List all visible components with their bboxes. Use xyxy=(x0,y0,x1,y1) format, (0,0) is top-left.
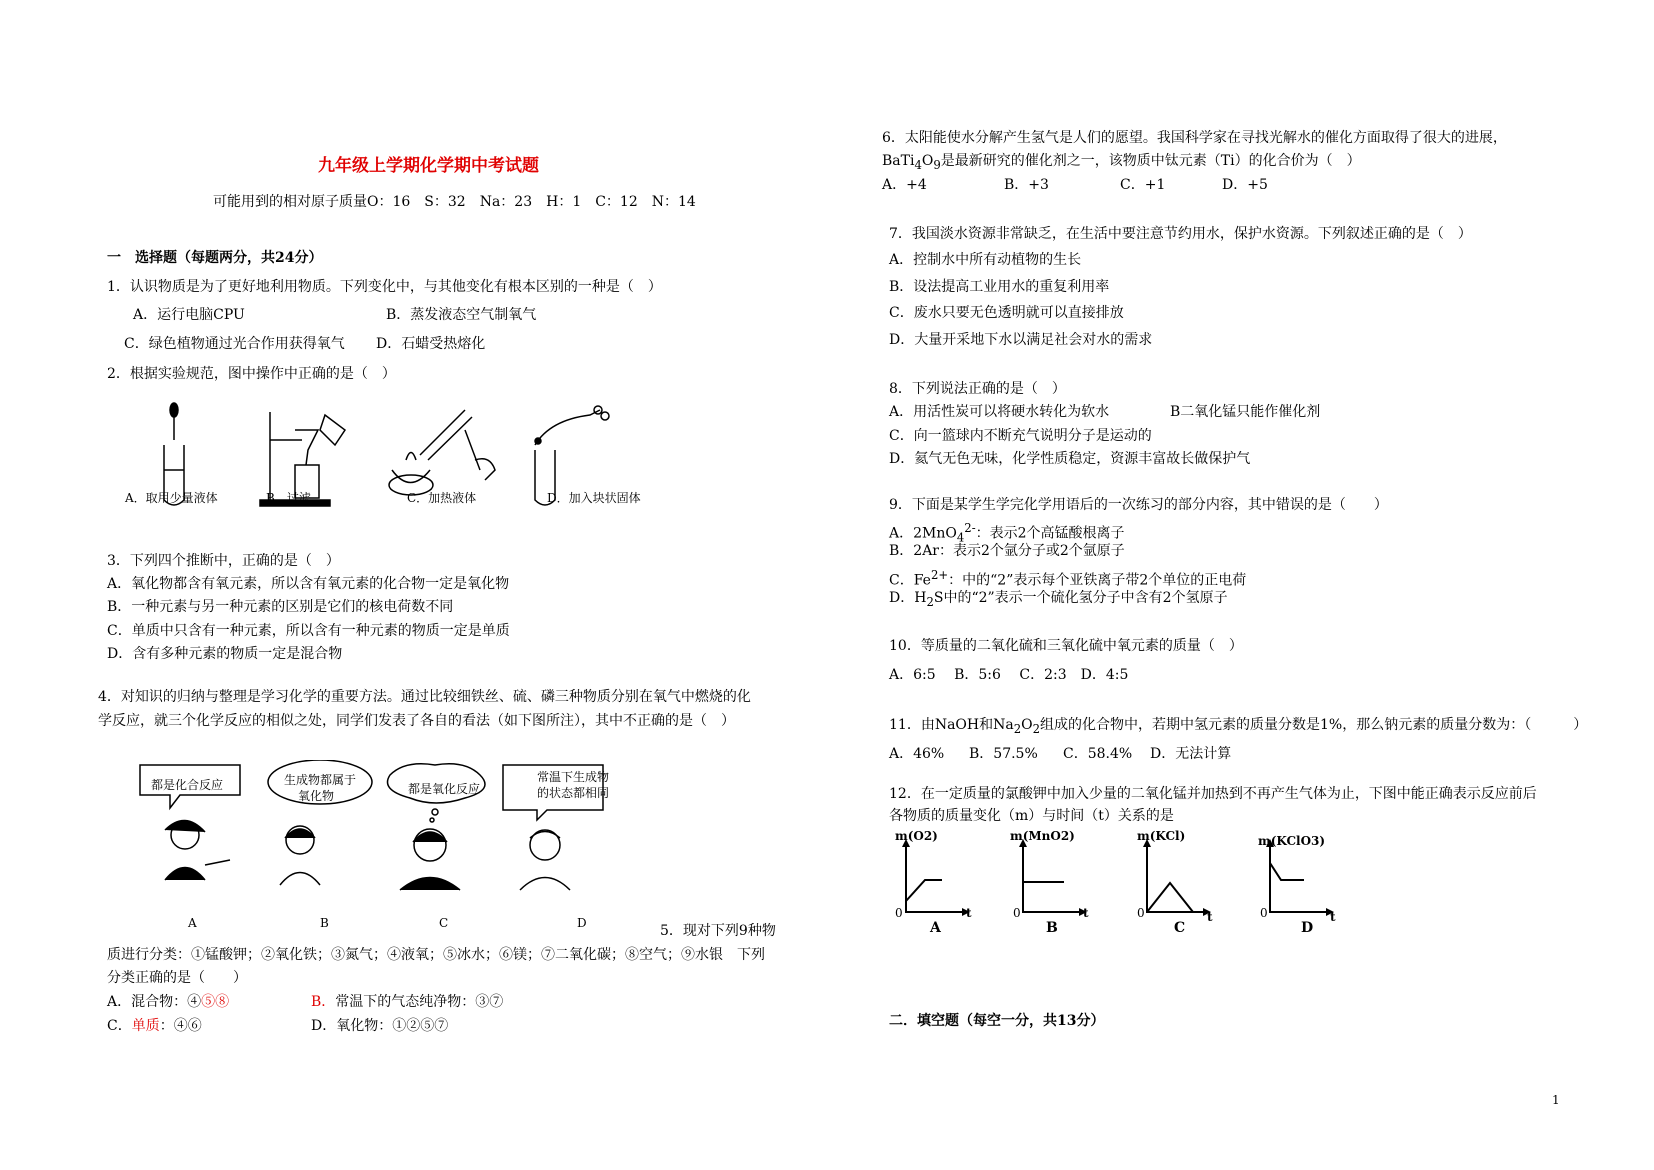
q7-option-c: C．废水只要无色透明就可以直接排放 xyxy=(889,305,1124,321)
q1-option-b: B．蒸发液态空气制氧气 xyxy=(386,307,537,323)
q2-caption-a: A．取用少量液体 xyxy=(125,491,218,505)
q3-stem: 3．下列四个推断中，正确的是（ ） xyxy=(107,553,340,569)
q9-option-d xyxy=(889,589,1228,611)
q11-option-a: A．46% xyxy=(889,746,945,762)
q2-stem: 2．根据实验规范，图中操作中正确的是（ ） xyxy=(107,366,396,382)
graph-a-axes xyxy=(906,845,964,912)
graph-b-label: B xyxy=(1046,920,1058,936)
q4-bubble-b-text-1: 生成物都属于 xyxy=(284,773,357,787)
q7-stem: 7．我国淡水资源非常缺乏，在生活中要注意节约用水，保护水资源。下列叙述正确的是（ ） xyxy=(889,226,1472,242)
q11-option-c: C．58.4% xyxy=(1063,746,1133,762)
q9-a-sup: 2- xyxy=(964,521,976,535)
q11-sub2: 2 xyxy=(1032,721,1041,736)
q5-option-a xyxy=(107,993,229,1011)
q4-bubble-a-text: 都是化合反应 xyxy=(151,778,224,792)
graph-b-axes xyxy=(1023,845,1081,912)
q9-a-pre: A．2MnO xyxy=(889,525,957,542)
q4-label-c: C xyxy=(439,916,449,930)
q11-option-d: D．无法计算 xyxy=(1150,746,1232,762)
graph-d-y-label: m(KClO3) xyxy=(1258,834,1326,848)
q7-option-b: B．设法提高工业用水的重复利用率 xyxy=(889,279,1110,295)
q6-stem-line1: 6．太阳能使水分解产生氢气是人们的愿望。我国科学家在寻找光解水的催化方面取得了很大的进展， xyxy=(882,130,1507,146)
q4-label-d: D xyxy=(577,916,587,930)
q5-option-d: D．氧化物：①②⑤⑦ xyxy=(311,1018,449,1034)
q7-option-d: D．大量开采地下水以满足社会对水的需求 xyxy=(889,332,1153,348)
q4-bubble-d-text-1: 常温下生成物 xyxy=(537,770,610,784)
q8-option-a: A．用活性炭可以将硬水转化为软水 xyxy=(889,404,1110,420)
q3-option-c: C．单质中只含有一种元素，所以含有一种元素的物质一定是单质 xyxy=(107,623,510,639)
q5-option-c-label: C． xyxy=(107,1018,132,1034)
q6-option-c: C．+1 xyxy=(1120,177,1166,193)
graph-a-y-label: m(O2) xyxy=(895,829,938,843)
q8-option-d: D．氦气无色无味，化学性质稳定，资源丰富故长做保护气 xyxy=(889,451,1251,467)
q6-formula-sub2: 9 xyxy=(933,157,941,172)
graph-d-axes xyxy=(1270,845,1328,912)
q9-option-c xyxy=(889,566,1246,590)
page-number: 1 xyxy=(1552,1093,1560,1107)
q9-d-sub: 2 xyxy=(926,594,934,609)
q4-label-b: B xyxy=(320,916,329,930)
q1-option-a: A．运行电脑CPU xyxy=(133,307,245,323)
graph-a-origin: 0 xyxy=(895,906,903,920)
q9-stem: 9．下面是某学生学完化学用语后的一次练习的部分内容，其中错误的是（ ） xyxy=(889,497,1388,513)
q5-option-a-text: A．混合物：④ xyxy=(107,994,202,1010)
q5-option-c-red: 单质 xyxy=(131,1018,160,1034)
q4-label-a: A xyxy=(188,916,197,930)
graph-d-label: D xyxy=(1301,920,1314,936)
q5-option-c-text: ：④⑥ xyxy=(159,1018,202,1034)
q6-formula-pre: BaTi xyxy=(882,153,915,169)
section-2-heading: 二．填空题（每空一分，共13分） xyxy=(889,1013,1105,1029)
graph-d-x-label: t xyxy=(1330,910,1336,924)
q9-d-post: S中的“2”表示一个硫化氢分子中含有2个氢原子 xyxy=(933,590,1228,606)
section-1-heading: 一 选择题（每题两分，共24分） xyxy=(107,250,323,266)
q9-c-pre: C．Fe xyxy=(889,572,931,589)
q5-stem-line1: 5．现对下列9种物 xyxy=(660,923,776,939)
graph-c-x-label: t xyxy=(1207,910,1213,924)
q7-option-a: A．控制水中所有动植物的生长 xyxy=(889,252,1082,268)
q12-stem-line2: 各物质的质量变化（m）与时间（t）关系的是 xyxy=(889,808,1174,824)
q6-formula-mid: O xyxy=(921,153,934,169)
graph-a-curve xyxy=(906,880,942,901)
q9-option-b: B．2Ar：表示2个氩分子或2个氩原子 xyxy=(889,543,1125,559)
q5-option-b xyxy=(311,993,503,1011)
graph-c-origin: 0 xyxy=(1137,906,1145,920)
q10-options: A．6:5 B．5:6 C．2:3 D．4:5 xyxy=(889,667,1129,683)
graph-d-origin: 0 xyxy=(1260,906,1268,920)
q3-option-b: B．一种元素与另一种元素的区别是它们的核电荷数不同 xyxy=(107,599,454,615)
q2-caption-c: C．加热液体 xyxy=(407,491,477,505)
q11-sub1: 2 xyxy=(1013,721,1022,736)
graph-c-y-label: m(KCl) xyxy=(1137,829,1186,843)
q5-stem-line3: 分类正确的是（ ） xyxy=(107,970,247,986)
q12-stem-line1: 12．在一定质量的氯酸钾中加入少量的二氧化锰并加热到不再产生气体为止，下图中能正确表示反应前后 xyxy=(889,786,1537,802)
graph-a-label: A xyxy=(930,920,941,936)
q8-option-c: C．向一篮球内不断充气说明分子是运动的 xyxy=(889,428,1152,444)
q6-stem-line2-text: 是最新研究的催化剂之一，该物质中钛元素（Ti）的化合价为（ ） xyxy=(940,153,1361,169)
q6-option-a: A．+4 xyxy=(882,177,927,193)
graph-a-x-label: t xyxy=(966,906,972,920)
q9-a-post: ：表示2个高锰酸根离子 xyxy=(975,525,1125,542)
q6-option-b: B．+3 xyxy=(1004,177,1049,193)
q1-stem: 1．认识物质是为了更好地利用物质。下列变化中，与其他变化有根本区别的一种是（ ） xyxy=(107,279,662,295)
q4-bubble-d-text-2: 的状态都相同 xyxy=(537,786,610,800)
q11-option-b: B．57.5% xyxy=(969,746,1038,762)
q10-stem: 10．等质量的二氧化硫和三氧化硫中氧元素的质量（ ） xyxy=(889,638,1243,654)
q6-option-d: D．+5 xyxy=(1222,177,1268,193)
q8-option-b: B二氧化锰只能作催化剂 xyxy=(1170,404,1321,420)
q9-d-pre: D．H xyxy=(889,590,927,606)
q4-bubble-c-text: 都是氧化反应 xyxy=(408,782,481,796)
q1-option-d: D．石蜡受热熔化 xyxy=(376,336,486,352)
q8-stem: 8．下列说法正确的是（ ） xyxy=(889,381,1066,397)
q9-a-sub: 4 xyxy=(956,530,965,545)
q5-stem-line2: 质进行分类：①锰酸钾；②氧化铁；③氮气；④液氧；⑤冰水；⑥镁；⑦二氧化碳；⑧空气；⑨水银 下列 xyxy=(107,947,765,963)
atomic-masses: 可能用到的相对原子质量O：16 S：32 Na：23 H：1 C：12 N：14 xyxy=(213,194,696,210)
q5-option-a-red: ⑤⑧ xyxy=(201,994,230,1010)
q4-stem-line2: 学反应，就三个化学反应的相似之处，同学们发表了各自的看法（如下图所注），其中不正确的是（ ） xyxy=(98,713,735,729)
q6-stem-line2 xyxy=(882,152,1361,174)
q4-stem-line1: 4．对知识的归纳与整理是学习化学的重要方法。通过比较细铁丝、硫、磷三种物质分别在氧气中燃烧的化 xyxy=(98,689,751,705)
q5-option-c xyxy=(107,1017,202,1035)
q11-mid: O xyxy=(1021,717,1033,733)
heating-drawing xyxy=(389,410,495,495)
q4-bubble-b-text-2: 氧化物 xyxy=(298,789,335,803)
graph-c-curve xyxy=(1147,883,1193,912)
q5-option-b-red: B． xyxy=(311,994,336,1010)
q5-option-b-text: 常温下的气态纯净物：③⑦ xyxy=(335,994,504,1010)
graph-b-y-label: m(MnO2) xyxy=(1010,829,1075,843)
graph-b-origin: 0 xyxy=(1013,906,1021,920)
q1-option-c: C．绿色植物通过光合作用获得氧气 xyxy=(124,336,345,352)
q2-caption-d: D．加入块状固体 xyxy=(547,491,641,505)
q9-c-post: ：中的“2”表示每个亚铁离子带2个单位的正电荷 xyxy=(948,572,1247,589)
q2-caption-b: B．过滤 xyxy=(266,491,311,505)
q11-stem xyxy=(889,716,1587,738)
page-title: 九年级上学期化学期中考试题 xyxy=(318,156,539,176)
q3-option-a: A．氧化物都含有氧元素，所以含有氧元素的化合物一定是氧化物 xyxy=(107,576,510,592)
q11-stem-pre: 11．由NaOH和Na xyxy=(889,717,1014,733)
graph-c-label: C xyxy=(1174,920,1186,936)
q3-option-d: D．含有多种元素的物质一定是混合物 xyxy=(107,646,343,662)
graph-d-curve xyxy=(1270,863,1304,880)
q11-stem-post: 组成的化合物中，若期中氢元素的质量分数是1%，那么钠元素的质量分数为：（ ） xyxy=(1040,717,1588,733)
graph-b-x-label: t xyxy=(1083,906,1089,920)
q9-c-sup: 2+ xyxy=(930,568,949,582)
q6-formula-sub1: 4 xyxy=(914,157,922,172)
